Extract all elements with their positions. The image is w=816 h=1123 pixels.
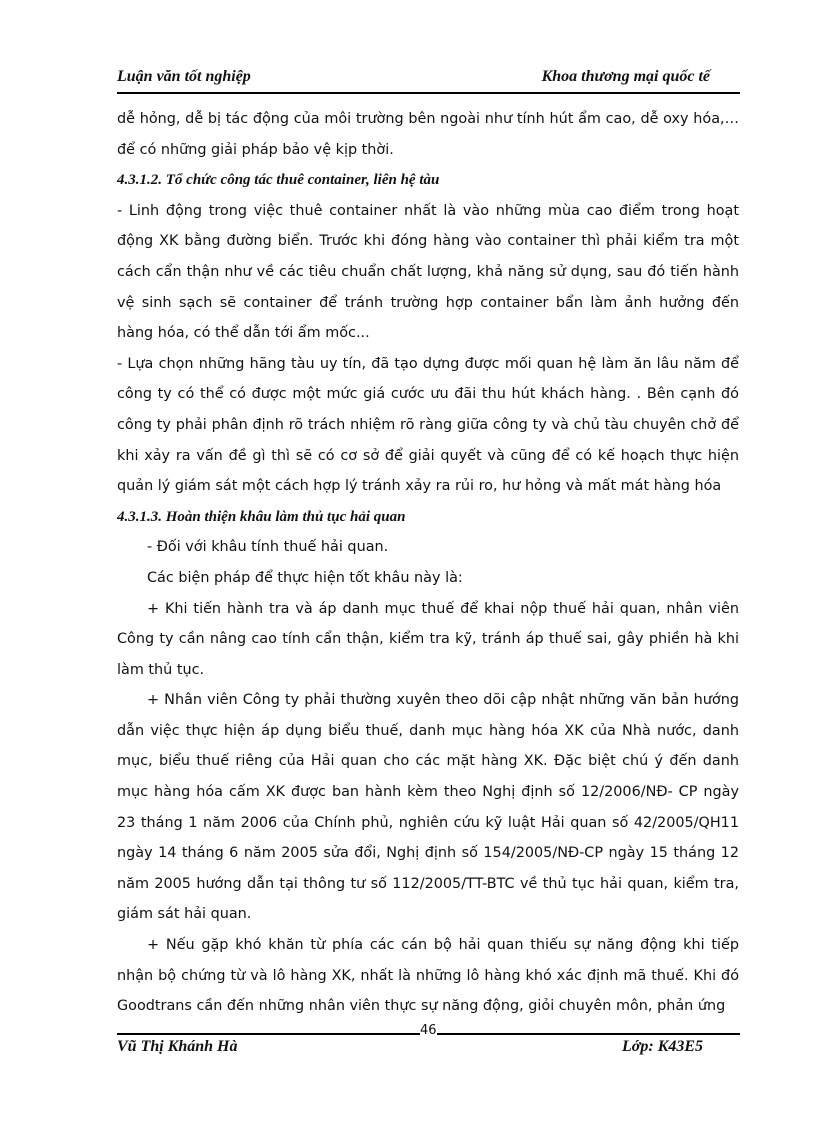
paragraph: - Đối với khâu tính thuế hải quan. [147,539,389,556]
page-header [117,68,740,94]
paragraph: Các biện pháp để thực hiện tốt khâu này là: [147,569,463,586]
header-faculty-label: Khoa thương mại quốc tế [541,68,710,85]
page-number: 46 [420,1023,437,1038]
section-heading: 4.3.1.2. Tổ chức công tác thuê container, liên hệ tàu [117,172,440,189]
section-heading: 4.3.1.3. Hoàn thiện khâu làm thủ tục hải quan [117,508,406,525]
footer-class: Lớp: K43E5 [622,1038,704,1055]
paragraph: - Lựa chọn những hãng tàu uy tín, đã tạo dựng được mối quan hệ làm ăn lâu năm để công ty có thể có được một mức giá cước ưu đãi thu hút khách hàng. . Bên cạnh đó công ty phải phân định rõ trách nhiệm rõ ràng giữa công ty và chủ tàu chuyên chở để khi xảy ra vấn đề gì thì sẽ có cơ sở để giải quyết và cũng để có kế hoạch thực hiện quản lý giám sát một cách hợp lý tránh xảy ra rủi ro, hư hỏng và mất mát hàng hóa [117,355,739,495]
paragraph: + Khi tiến hành tra và áp danh mục thuế để khai nộp thuế hải quan, nhân viên Công ty cần nâng cao tính cẩn thận, kiểm tra kỹ, tránh áp thuế sai, gây phiền hà khi làm thủ tục. [117,600,739,678]
paragraph: + Nhân viên Công ty phải thường xuyên theo dõi cập nhật những văn bản hướng dẫn việc thực hiện áp dụng biểu thuế, danh mục hàng hóa XK của Nhà nước, danh mục, biểu thuế riêng của Hải quan cho các mặt hàng XK. Đặc biệt chú ý đến danh mục hàng hóa cấm XK được ban hành kèm theo Nghị định số 12/2006/NĐ- CP ngày 23 tháng 1 năm 2006 của Chính phủ, nghiên cứu kỹ luật Hải quan số 42/2005/QH11 ngày 14 tháng 6 năm 2005 sửa đổi, Nghị định số 154/2005/NĐ-CP ngày 15 tháng 12 năm 2005 hướng dẫn tại thông tư số 112/2005/TT-BTC về thủ tục hải quan, kiểm tra, giám sát hải quan. [117,692,739,923]
paragraph: - Linh động trong việc thuê container nhất là vào những mùa cao điểm trong hoạt động XK bằng đường biển. Trước khi đóng hàng vào container thì phải kiểm tra một cách cẩn thận như về các tiêu chuẩn chất lượng, khả năng sử dụng, sau đó tiến hành vệ sinh sạch sẽ container để tránh trường hợp container bẩn làm ảnh hưởng đến hàng hóa, có thể dẫn tới ẩm mốc... [117,202,739,342]
paragraph: + Nếu gặp khó khăn từ phía các cán bộ hải quan thiếu sự năng động khi tiếp nhận bộ chứng từ và lô hàng XK, nhất là những lô hàng khó xác định mã thuế. Khi đó Goodtrans cần đến những nhân viên thực sự năng động, giỏi chuyên môn, phản ứng [117,937,739,1015]
document-body [117,104,739,1022]
footer-author: Vũ Thị Khánh Hà [117,1038,238,1055]
header-thesis-label: Luận văn tốt nghiệp [117,68,251,85]
paragraph: dễ hỏng, dễ bị tác động của môi trường bên ngoài như tính hút ẩm cao, dễ oxy hóa,… để có những giải pháp bảo vệ kịp thời. [117,111,739,158]
